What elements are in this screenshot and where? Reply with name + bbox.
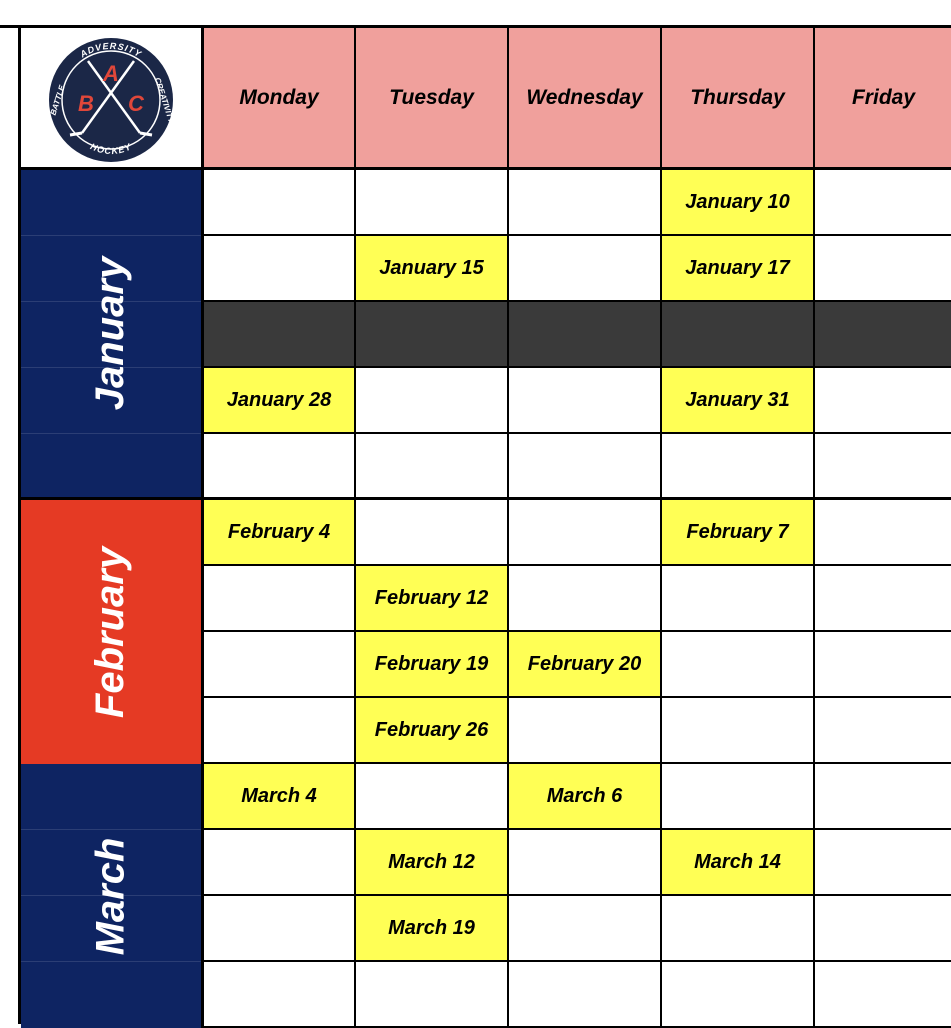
session-date-cell: January 15 — [356, 236, 509, 302]
empty-cell — [815, 236, 951, 302]
blocked-cell — [509, 302, 662, 368]
session-date-cell: March 12 — [356, 830, 509, 896]
empty-cell — [356, 500, 509, 566]
day-label: Friday — [851, 85, 916, 109]
session-date-cell: February 7 — [662, 500, 815, 566]
day-header-tuesday — [356, 28, 509, 170]
empty-cell — [662, 632, 815, 698]
day-label: Tuesday — [389, 85, 474, 109]
month-label-march: March — [88, 837, 133, 955]
session-date-cell: February 12 — [356, 566, 509, 632]
day-header-wednesday — [509, 28, 662, 170]
empty-cell — [815, 830, 951, 896]
empty-cell — [509, 962, 662, 1028]
empty-cell — [509, 830, 662, 896]
month-band-march — [21, 764, 204, 1028]
session-date-cell: January 31 — [662, 368, 815, 434]
empty-cell — [356, 962, 509, 1028]
svg-text:CREATIVITY: CREATIVITY — [152, 76, 176, 124]
day-header-friday — [815, 28, 951, 170]
empty-cell — [356, 764, 509, 830]
empty-cell — [815, 566, 951, 632]
svg-text:C: C — [128, 90, 144, 116]
empty-cell — [204, 962, 356, 1028]
empty-cell — [815, 896, 951, 962]
blocked-cell — [204, 302, 356, 368]
empty-cell — [204, 632, 356, 698]
schedule-grid — [21, 28, 951, 1028]
month-band-february — [21, 500, 204, 764]
svg-text:B: B — [78, 90, 94, 116]
month-label-january: January — [88, 256, 133, 411]
empty-cell — [204, 170, 356, 236]
session-date-cell: February 4 — [204, 500, 356, 566]
empty-cell — [356, 170, 509, 236]
day-label: Thursday — [690, 85, 785, 109]
day-header-monday — [204, 28, 356, 170]
session-date-cell: March 4 — [204, 764, 356, 830]
empty-cell — [662, 698, 815, 764]
empty-cell — [815, 632, 951, 698]
empty-cell — [509, 698, 662, 764]
empty-cell — [356, 434, 509, 500]
month-band-january — [21, 170, 204, 500]
svg-text:BATTLE: BATTLE — [48, 83, 67, 116]
empty-cell — [204, 236, 356, 302]
empty-cell — [815, 368, 951, 434]
logo-icon — [38, 33, 184, 163]
session-date-cell: February 26 — [356, 698, 509, 764]
empty-cell — [356, 368, 509, 434]
empty-cell — [662, 896, 815, 962]
empty-cell — [509, 170, 662, 236]
session-date-cell: January 28 — [204, 368, 356, 434]
session-date-cell: January 17 — [662, 236, 815, 302]
empty-cell — [509, 368, 662, 434]
session-date-cell: March 19 — [356, 896, 509, 962]
day-label: Wednesday — [526, 85, 643, 109]
empty-cell — [815, 764, 951, 830]
empty-cell — [662, 566, 815, 632]
empty-cell — [204, 830, 356, 896]
empty-cell — [509, 500, 662, 566]
empty-cell — [204, 896, 356, 962]
empty-cell — [204, 434, 356, 500]
empty-cell — [509, 896, 662, 962]
empty-cell — [815, 170, 951, 236]
empty-cell — [204, 566, 356, 632]
empty-cell — [815, 500, 951, 566]
session-date-cell: February 20 — [509, 632, 662, 698]
blocked-cell — [662, 302, 815, 368]
month-label-february: February — [88, 546, 133, 718]
blocked-cell — [815, 302, 951, 368]
empty-cell — [662, 434, 815, 500]
svg-text:A: A — [103, 60, 119, 86]
svg-text:HOCKEY: HOCKEY — [88, 140, 134, 156]
bac-hockey-logo — [21, 28, 204, 170]
empty-cell — [815, 698, 951, 764]
session-date-cell: February 19 — [356, 632, 509, 698]
empty-cell — [509, 236, 662, 302]
session-date-cell: January 10 — [662, 170, 815, 236]
empty-cell — [815, 434, 951, 500]
svg-text:ADVERSITY: ADVERSITY — [78, 40, 144, 59]
day-label: Monday — [239, 85, 319, 109]
empty-cell — [509, 566, 662, 632]
empty-cell — [662, 962, 815, 1028]
day-header-thursday — [662, 28, 815, 170]
empty-cell — [204, 698, 356, 764]
session-date-cell: March 14 — [662, 830, 815, 896]
empty-cell — [509, 434, 662, 500]
empty-cell — [815, 962, 951, 1028]
blocked-cell — [356, 302, 509, 368]
empty-cell — [662, 764, 815, 830]
session-date-cell: March 6 — [509, 764, 662, 830]
